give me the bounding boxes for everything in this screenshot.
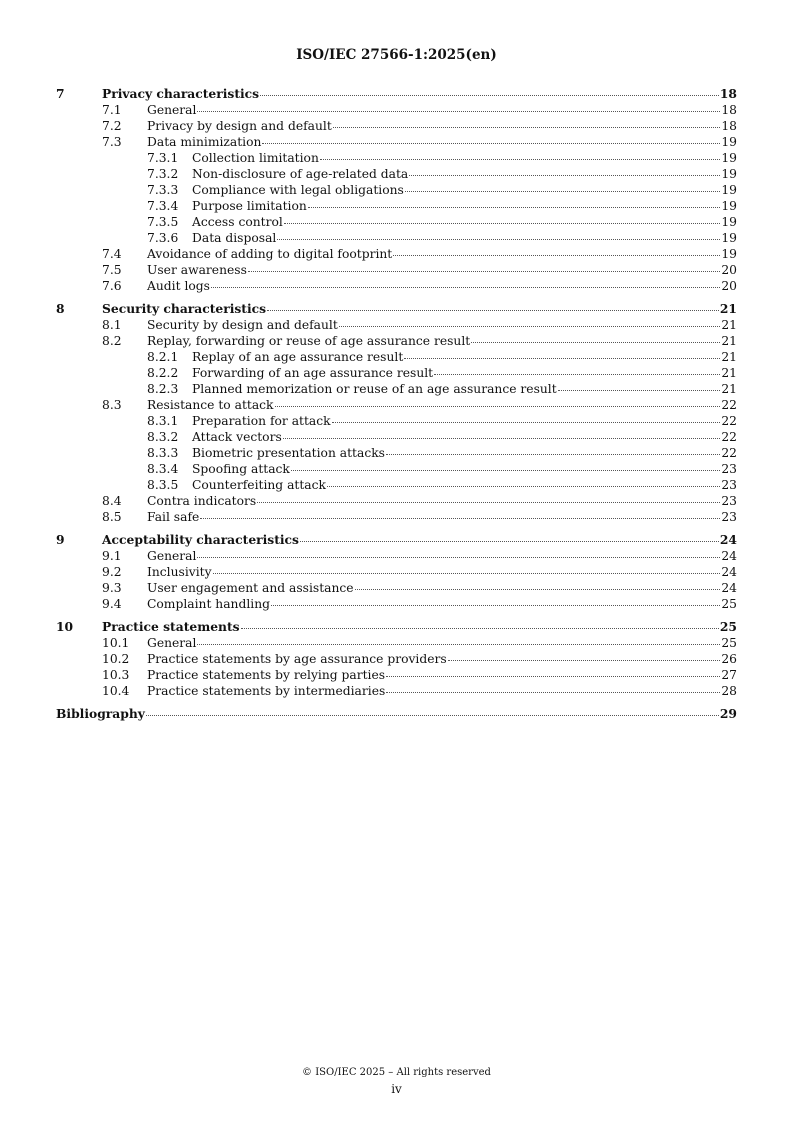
toc-entry-page: 19 <box>721 135 737 149</box>
toc-entry-title: Practice statements by relying parties <box>147 668 386 682</box>
toc-entry-page: 19 <box>721 183 737 197</box>
toc-entry-title: User engagement and assistance <box>147 581 354 595</box>
dot-leader <box>271 604 720 606</box>
toc-entry-number: 7.3.6 <box>147 231 179 245</box>
toc-entry[interactable] <box>56 548 737 564</box>
dot-leader <box>434 373 720 375</box>
toc-entry-page: 21 <box>721 382 737 396</box>
toc-entry-title: Forwarding of an age assurance result <box>192 366 434 380</box>
document-identifier: ISO/IEC 27566-1:2025(en) <box>296 47 497 63</box>
toc-entry-page: 18 <box>721 103 737 117</box>
toc-entry[interactable] <box>56 349 737 365</box>
toc-entry[interactable] <box>56 262 737 278</box>
toc-entry-title: Planned memorization or reuse of an age assurance result <box>192 382 557 396</box>
toc-entry-page: 27 <box>721 668 737 682</box>
toc-entry-number: 8.2.1 <box>147 350 179 364</box>
toc-entry[interactable] <box>56 493 737 509</box>
dot-leader <box>197 110 720 112</box>
toc-entry-number: 8.4 <box>102 494 122 508</box>
toc-entry-number: 8 <box>56 301 65 316</box>
toc-entry-number: 8.2 <box>102 334 122 348</box>
toc-entry[interactable] <box>56 166 737 182</box>
toc-entry-title: Non-disclosure of age-related data <box>192 167 409 181</box>
toc-entry-page: 19 <box>721 167 737 181</box>
dot-leader <box>393 254 720 256</box>
toc-entry[interactable] <box>56 667 737 683</box>
dot-leader <box>448 659 721 661</box>
dot-leader <box>275 405 721 407</box>
toc-entry-title: Fail safe <box>147 510 200 524</box>
toc-entry-number: 10 <box>56 619 74 634</box>
toc-entry-page: 25 <box>721 597 737 611</box>
toc-entry-title: Privacy by design and default <box>147 119 332 133</box>
toc-entry-page: 21 <box>721 350 737 364</box>
toc-entry-number: 7.3.2 <box>147 167 179 181</box>
toc-entry-number: 9.2 <box>102 565 122 579</box>
toc-entry-page: 19 <box>721 247 737 261</box>
toc-entry-number: 10.3 <box>102 668 130 682</box>
toc-entry-title: Bibliography <box>56 706 145 721</box>
toc-entry[interactable] <box>56 214 737 230</box>
toc-entry-title: Collection limitation <box>192 151 319 165</box>
toc-entry[interactable] <box>56 635 737 651</box>
toc-entry[interactable] <box>56 706 737 722</box>
toc-entry[interactable] <box>56 86 737 102</box>
dot-leader <box>248 270 720 272</box>
toc-entry-title: Practice statements <box>102 619 240 634</box>
toc-entry-number: 7.3.4 <box>147 199 179 213</box>
toc-entry[interactable] <box>56 413 737 429</box>
page-number: iv <box>391 1082 402 1096</box>
toc-entry-title: Security characteristics <box>102 301 267 316</box>
toc-entry-page: 18 <box>721 119 737 133</box>
toc-entry[interactable] <box>56 381 737 397</box>
toc-entry[interactable] <box>56 509 737 525</box>
toc-entry-title: Spoofing attack <box>192 462 290 476</box>
toc-entry-title: Preparation for attack <box>192 414 331 428</box>
toc-entry-page: 21 <box>721 334 737 348</box>
toc-entry-page: 22 <box>721 398 737 412</box>
toc-entry-number: 8.1 <box>102 318 122 332</box>
toc-entry-number: 10.2 <box>102 652 130 666</box>
toc-entry-number: 7.2 <box>102 119 122 133</box>
toc-entry-number: 7.3 <box>102 135 122 149</box>
toc-entry-number: 8.3.4 <box>147 462 179 476</box>
dot-leader <box>291 469 720 471</box>
toc-entry[interactable] <box>56 651 737 667</box>
toc-entry-number: 7.5 <box>102 263 122 277</box>
toc-entry-page: 24 <box>719 532 737 547</box>
toc-entry-number: 8.2.2 <box>147 366 179 380</box>
toc-entry-page: 23 <box>721 510 737 524</box>
toc-entry-title: Purpose limitation <box>192 199 307 213</box>
toc-entry[interactable] <box>56 198 737 214</box>
dot-leader <box>262 142 720 144</box>
dot-leader <box>333 126 721 128</box>
toc-entry-title: Privacy characteristics <box>102 86 260 101</box>
toc-entry-title: Resistance to attack <box>147 398 274 412</box>
toc-entry[interactable] <box>56 564 737 580</box>
dot-leader <box>267 309 719 311</box>
toc-entry-number: 8.5 <box>102 510 122 524</box>
toc-entry-page: 24 <box>721 549 737 563</box>
toc-entry-page: 19 <box>721 231 737 245</box>
toc-entry-number: 9.3 <box>102 581 122 595</box>
dot-leader <box>241 627 719 629</box>
dot-leader <box>404 357 720 359</box>
toc-entry-page: 24 <box>721 581 737 595</box>
toc-entry-page: 19 <box>721 215 737 229</box>
toc-entry-title: Counterfeiting attack <box>192 478 326 492</box>
toc-entry-title: General <box>147 103 197 117</box>
toc-entry[interactable] <box>56 134 737 150</box>
dot-leader <box>197 556 720 558</box>
page-footer <box>0 1067 793 1096</box>
dot-leader <box>320 158 720 160</box>
dot-leader <box>283 437 721 439</box>
dot-leader <box>277 238 720 240</box>
toc-entry[interactable] <box>56 365 737 381</box>
toc-entry[interactable] <box>56 317 737 333</box>
toc-entry-page: 21 <box>721 366 737 380</box>
toc-entry-number: 9.1 <box>102 549 122 563</box>
toc-entry-title: Access control <box>192 215 283 229</box>
toc-entry[interactable] <box>56 102 737 118</box>
toc-entry[interactable] <box>56 150 737 166</box>
toc-entry-number: 7 <box>56 86 65 101</box>
toc-entry-page: 20 <box>721 279 737 293</box>
dot-leader <box>146 714 719 716</box>
dot-leader <box>327 485 720 487</box>
toc-entry-title: Practice statements by age assurance providers <box>147 652 447 666</box>
toc-entry-page: 29 <box>719 706 737 721</box>
toc-entry-page: 22 <box>721 430 737 444</box>
dot-leader <box>355 588 721 590</box>
dot-leader <box>308 206 721 208</box>
toc-entry-title: Inclusivity <box>147 565 212 579</box>
toc-entry-page: 22 <box>721 414 737 428</box>
dot-leader <box>200 517 720 519</box>
toc-entry-number: 7.3.3 <box>147 183 179 197</box>
toc-entry-title: Contra indicators <box>147 494 257 508</box>
dot-leader <box>284 222 721 224</box>
toc-entry-title: Replay, forwarding or reuse of age assurance result <box>147 334 471 348</box>
toc-entry-title: Biometric presentation attacks <box>192 446 385 460</box>
toc-entry[interactable] <box>56 118 737 134</box>
toc-entry[interactable] <box>56 429 737 445</box>
toc-entry-page: 23 <box>721 478 737 492</box>
toc-entry-title: General <box>147 549 197 563</box>
dot-leader <box>300 540 719 542</box>
toc-entry[interactable] <box>56 477 737 493</box>
toc-entry-number: 9.4 <box>102 597 122 611</box>
toc-entry-number: 10.4 <box>102 684 130 698</box>
toc-entry-page: 19 <box>721 151 737 165</box>
toc-entry[interactable] <box>56 683 737 699</box>
dot-leader <box>339 325 721 327</box>
toc-entry-number: 8.3 <box>102 398 122 412</box>
toc-entry-page: 20 <box>721 263 737 277</box>
toc-entry-page: 18 <box>719 86 737 101</box>
toc-entry-title: Avoidance of adding to digital footprint <box>147 247 393 261</box>
toc-entry[interactable] <box>56 397 737 413</box>
toc-entry-number: 8.3.2 <box>147 430 179 444</box>
toc-entry-page: 21 <box>719 301 737 316</box>
toc-entry-number: 9 <box>56 532 65 547</box>
dot-leader <box>471 341 720 343</box>
toc-entry-page: 24 <box>721 565 737 579</box>
toc-entry[interactable] <box>56 301 737 317</box>
dot-leader <box>197 643 720 645</box>
toc-entry-number: 7.3.1 <box>147 151 179 165</box>
dot-leader <box>386 691 720 693</box>
toc-entry-title: Practice statements by intermediaries <box>147 684 386 698</box>
toc-entry-page: 25 <box>719 619 737 634</box>
dot-leader <box>260 94 719 96</box>
toc-entry-title: Compliance with legal obligations <box>192 183 404 197</box>
toc-entry[interactable] <box>56 230 737 246</box>
toc-entry-page: 19 <box>721 199 737 213</box>
toc-entry-title: Security by design and default <box>147 318 338 332</box>
toc-entry[interactable] <box>56 461 737 477</box>
toc-entry-title: Data disposal <box>192 231 277 245</box>
toc-entry-title: Attack vectors <box>192 430 282 444</box>
toc-entry-title: Acceptability characteristics <box>102 532 299 547</box>
dot-leader <box>257 501 720 503</box>
toc-entry[interactable] <box>56 596 737 612</box>
dot-leader <box>405 190 720 192</box>
toc-entry-number: 8.3.5 <box>147 478 179 492</box>
toc-entry-page: 23 <box>721 494 737 508</box>
toc-entry-page: 26 <box>721 652 737 666</box>
table-of-contents <box>56 86 737 722</box>
toc-entry-title: General <box>147 636 197 650</box>
toc-entry[interactable] <box>56 278 737 294</box>
toc-entry-number: 7.1 <box>102 103 122 117</box>
dot-leader <box>386 453 720 455</box>
toc-entry-page: 23 <box>721 462 737 476</box>
copyright-notice: © ISO/IEC 2025 – All rights reserved <box>302 1067 491 1078</box>
dot-leader <box>386 675 720 677</box>
toc-entry[interactable] <box>56 182 737 198</box>
toc-entry-title: Complaint handling <box>147 597 271 611</box>
dot-leader <box>409 174 720 176</box>
dot-leader <box>558 389 721 391</box>
toc-entry-title: User awareness <box>147 263 247 277</box>
toc-entry-title: Data minimization <box>147 135 262 149</box>
dot-leader <box>211 286 720 288</box>
toc-entry[interactable] <box>56 619 737 635</box>
toc-entry-number: 7.3.5 <box>147 215 179 229</box>
toc-entry-number: 7.4 <box>102 247 122 261</box>
toc-entry-page: 21 <box>721 318 737 332</box>
toc-entry[interactable] <box>56 333 737 349</box>
toc-entry-page: 28 <box>721 684 737 698</box>
dot-leader <box>332 421 721 423</box>
toc-entry[interactable] <box>56 246 737 262</box>
toc-entry[interactable] <box>56 445 737 461</box>
toc-entry-page: 22 <box>721 446 737 460</box>
toc-entry-number: 8.3.1 <box>147 414 179 428</box>
toc-entry-page: 25 <box>721 636 737 650</box>
toc-entry[interactable] <box>56 580 737 596</box>
toc-entry-title: Replay of an age assurance result <box>192 350 404 364</box>
toc-entry[interactable] <box>56 532 737 548</box>
toc-entry-number: 7.6 <box>102 279 122 293</box>
dot-leader <box>213 572 721 574</box>
toc-entry-title: Audit logs <box>147 279 210 293</box>
toc-entry-number: 8.3.3 <box>147 446 179 460</box>
toc-entry-number: 10.1 <box>102 636 130 650</box>
toc-entry-number: 8.2.3 <box>147 382 179 396</box>
